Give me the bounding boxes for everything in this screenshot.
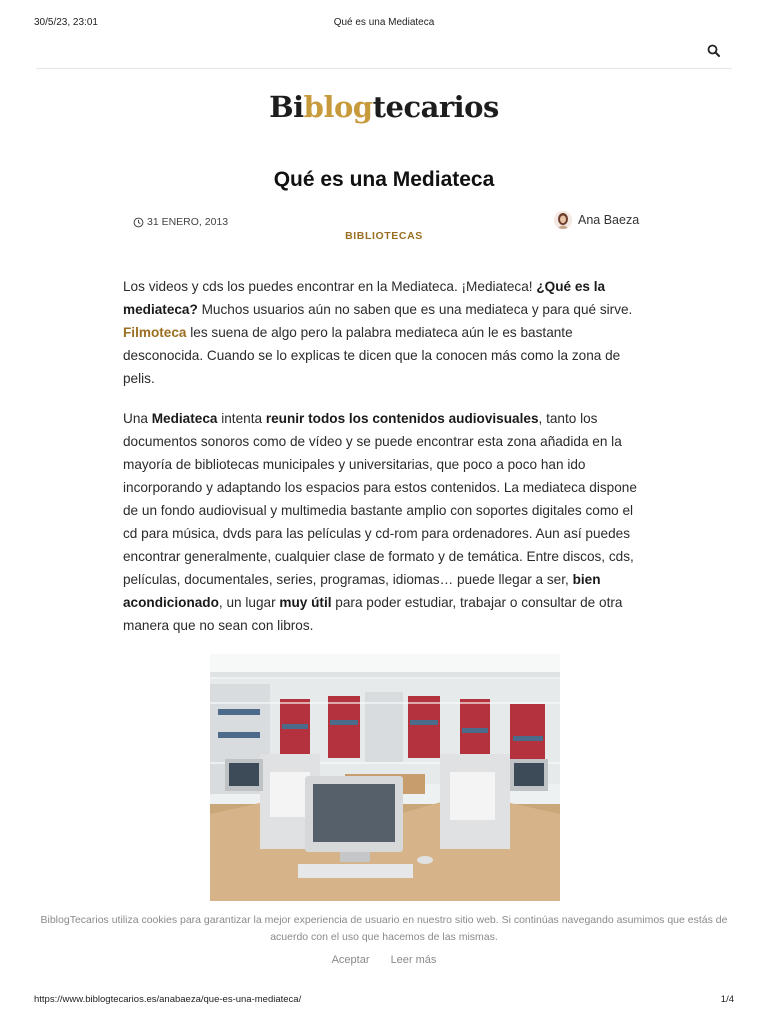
cookie-read-more-link[interactable]: Leer más [390,954,437,966]
logo-part-2: blog [303,90,373,124]
cookie-accept-button[interactable]: Aceptar [331,954,370,966]
p2-bold-2: reunir todos los contenidos audiovisuales [265,411,539,426]
p2-text-1: Una [123,411,152,426]
p2-text-3: , tanto los documentos sonoros como de vídeo y se puede encontrar esta zona añadida en la mayoría de bibliotecas municipales y universitarias, que poco a poco han ido incorporando y adaptando los espacios para estos contenidos. La mediateca dispone de un fondo audiovisual y multimedia bastante amplio con soportes digitales como el cd para música, dvds para las películas y cd-rom para ordenadores. Aun así puedes encontrar generalmente, cualquier clase de formato y de temática. Entre discos, cds, películas, documentales, series, programas, idiomas… puede llegar a ser, [123,411,637,587]
print-title: Qué es una Mediateca [333,17,435,28]
author-name: Ana Baeza [578,213,640,227]
print-datetime: 30/5/23, 23:01 [34,17,98,28]
p2-bold-4: muy útil [279,595,332,610]
post-date [133,216,228,228]
logo-part-3: tecarios [372,90,499,124]
print-header [34,17,734,31]
header-divider [36,68,732,69]
p1-text-1: Los videos y cds los puedes encontrar en la Mediateca. ¡Mediateca! [123,279,537,294]
post-content [123,275,648,654]
avatar [554,211,572,229]
site-logo[interactable] [0,90,768,124]
print-url: https://www.biblogtecarios.es/anabaeza/que-es-una-mediateca/ [34,994,302,1005]
cookie-notice [40,912,728,946]
paragraph-1 [123,275,648,390]
p1-bold-1: ¿Qué es la mediateca? [123,279,606,317]
p2-bold-1: Mediateca [151,411,218,426]
logo-part-1: Bi [269,90,304,124]
post-author[interactable] [554,211,639,229]
cookie-actions [0,954,768,966]
search-icon [705,42,723,60]
p2-text-2: intenta [217,411,266,426]
p2-text-5: para poder estudiar, trabajar o consultar de otra manera que no sean con libros. [123,595,623,633]
p2-text-4: , un lugar [218,595,280,610]
clock-icon [133,217,144,228]
paragraph-2 [123,407,648,637]
post-title: Qué es una Mediateca [273,168,495,191]
post-category[interactable] [0,230,768,242]
p1-text-2: Muchos usuarios aún no saben que es una mediateca y para qué sirve. [197,302,633,317]
p2-bold-3: bien acondicionado [123,572,601,610]
search-button[interactable] [705,42,723,60]
p1-text-3: les suena de algo pero la palabra mediateca aún le es bastante desconocida. Cuando se lo explicas te dicen que la conocen más como la zona de pelis. [123,325,621,386]
print-page-number: 1/4 [720,994,734,1005]
filmoteca-link[interactable]: Filmoteca [123,325,187,340]
post-category-label: BIBLIOTECAS [345,230,423,242]
post-date-text: 31 ENERO, 2013 [147,216,229,228]
cookie-text: BiblogTecarios utiliza cookies para garantizar la mejor experiencia de usuario en nuestro sitio web. Si continúas navegando asumimos que estás de acuerdo con el uso que hacemos de las mismas. [40,914,728,943]
mediateca-photo [210,654,560,901]
